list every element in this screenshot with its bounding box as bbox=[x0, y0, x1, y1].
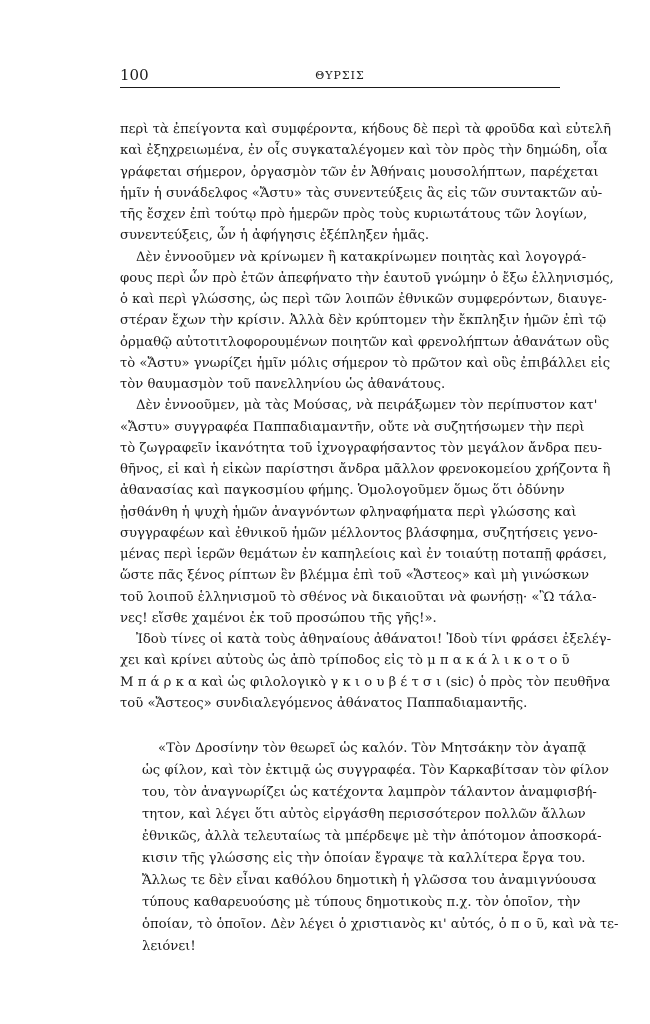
quote-line: «Τὸν Δροσίνην τὸν θεωρεῖ ὡς καλόν. Τὸν Μητσάκην τὸν ἀγαπᾷ bbox=[158, 741, 587, 756]
text-line: συνεντεύξεις, ὧν ἡ ἀφήγησις ἐξέπληξεν ἡμᾶς. bbox=[120, 228, 430, 244]
text-line: ὀρμαθῷ αὐτοτιτλοφορουμένων ποιητῶν καὶ φρενολήπτων ἀθανάτων οὓς bbox=[120, 334, 610, 350]
text-line: τοῦ «Ἄστεος» συνδιαλεγόμενος ἀθάνατος Παππαδιαμαντῆς. bbox=[120, 695, 528, 711]
text-line: φους περὶ ὧν πρὸ ἐτῶν ἀπεφήνατο τὴν ἑαυτοῦ γνώμην ὁ ἔξω ἑλληνισμός, bbox=[120, 270, 614, 286]
page-number: 100 bbox=[120, 66, 149, 84]
text-line: ἡμῖν ἡ συνάδελφος «Ἄστυ» τὰς συνεντεύξεις ἃς εἰς τῶν συντακτῶν αὐ- bbox=[120, 185, 603, 201]
text-line: ᾐσθάνθη ἡ ψυχὴ ἡμῶν ἀναγνόντων φληναφήματα περὶ γλώσσης καὶ bbox=[120, 504, 577, 520]
text-line: «Ἄστυ» συγγραφέα Παππαδιαμαντῆν, οὔτε νὰ συζητήσωμεν τὴν περὶ bbox=[120, 419, 585, 435]
text-line: Ἰδοὺ τίνες οἱ κατὰ τοὺς ἀθηναίους ἀθάνατοι! Ἰδοὺ τίνι φράσει ἐξελέγ- bbox=[136, 632, 612, 647]
quote-line: ὡς φίλον, καὶ τὸν ἐκτιμᾷ ὡς συγγραφέα. Τὸν Καρκαβίτσαν τὸν φίλον bbox=[142, 763, 609, 778]
text-line: ὁ καὶ περὶ γλώσσης, ὡς περὶ τῶν λοιπῶν ἐθνικῶν συμφερόντων, διαυγε- bbox=[120, 292, 607, 307]
text-line: Δὲν ἐννοοῦμεν νὰ κρίνωμεν ἢ κατακρίνωμεν ποιητὰς καὶ λογογρά- bbox=[136, 249, 587, 265]
block-quote bbox=[142, 738, 619, 958]
text-line: γράφεται σήμερον, ὀργασμὸν τῶν ἐν Ἀθήναις μουσολήπτων, παρέχεται bbox=[120, 164, 599, 180]
quote-line: του, τὸν ἀναγνωρίζει ὡς κατέχοντα λαμπρὸν τάλαντον ἀναμφισβή- bbox=[142, 785, 597, 800]
text-line: τὸ «Ἄστυ» γνωρίζει ἡμῖν μόλις σήμερον τὸ πρῶτον καὶ οὓς ἐπιβάλλει εἰς bbox=[120, 355, 611, 371]
text-line: περὶ τὰ ἐπείγοντα καὶ συμφέροντα, κήδους δὲ περὶ τὰ φροῦδα καὶ εὐτελῆ bbox=[120, 122, 612, 137]
quote-line: κισιν τῆς γλώσσης εἰς τὴν ὁποίαν ἔγραψε τὰ καλλίτερα ἔργα του. bbox=[142, 851, 586, 866]
running-title: ΘΥΡΣΙΣ bbox=[315, 69, 365, 82]
text-line: στέραν ἔχων τὴν κρίσιν. Ἀλλὰ δὲν κρύπτομεν τὴν ἔκπληξιν ἡμῶν ἐπὶ τῷ bbox=[120, 313, 607, 329]
text-line: τὸ ζωγραφεῖν ἱκανότητα τοῦ ἰχνογραφήσαντος τὸν μεγάλον ἄνδρα πευ- bbox=[120, 440, 602, 456]
text-line: καὶ ἐξηχρειωμένα, ἐν οἷς συγκαταλέγομεν καὶ τὸν πρὸς τὴν δημώδη, οἷα bbox=[120, 143, 608, 159]
quote-line: τητον, καὶ λέγει ὅτι αὐτὸς εἰργάσθη περισσότερον πολλῶν ἄλλων bbox=[142, 807, 586, 822]
quote-line: Ἄλλως τε δὲν εἶναι καθόλου δημοτικὴ ἡ γλῶσσα του ἀναμιγνύουσα bbox=[142, 873, 597, 888]
text-line: συγγραφέων καὶ ἐθνικοῦ ἡμῶν μέλλοντος βλάσφημα, συζητήσεις γενο- bbox=[120, 525, 598, 541]
quote-line: ὁποίαν, τὸ ὁποῖον. Δὲν λέγει ὁ χριστιανὸς κι' αὐτός, ὁ π ο ῦ, καὶ νὰ τε- bbox=[142, 917, 619, 932]
text-line: Δὲν ἐννοοῦμεν, μὰ τὰς Μούσας, νὰ πειράξωμεν τὸν περίπυστον κατ' bbox=[136, 398, 598, 414]
quote-line: ἐθνικῶς, ἀλλὰ τελευταίως τὰ μπέρδεψε μὲ τὴν ἀπότομον ἀποσκορά- bbox=[142, 829, 602, 844]
text-line: τοῦ λοιποῦ ἑλληνισμοῦ τὸ σθένος νὰ δικαιοῦται νὰ φωνήσῃ· «Ὢ τάλα- bbox=[120, 589, 597, 605]
header-rule bbox=[120, 87, 560, 88]
quote-line: τύπους καθαρευούσης μὲ τύπους δημοτικοὺς π.χ. τὸν ὁποῖον, τὴν bbox=[142, 895, 581, 910]
text-line: νες! εἴσθε χαμένοι ἐκ τοῦ προσώπου τῆς γῆς!». bbox=[120, 610, 437, 626]
text-line: θῆνος, εἰ καὶ ἡ εἰκὼν παρίστησι ἄνδρα μᾶλλον φρενοκομείου χρήζοντα ἢ bbox=[120, 462, 611, 477]
text-line: τῆς ἔσχεν ἐπὶ τούτῳ πρὸ ἡμερῶν πρὸς τοὺς κυριωτάτους τῶν λογίων, bbox=[120, 207, 588, 222]
text-line: ἀθανασίας καὶ παγκοσμίου φήμης. Ὁμολογοῦμεν ὅμως ὅτι ὀδύνην bbox=[120, 483, 565, 499]
page-header bbox=[120, 66, 560, 88]
text-line: ὥστε πᾶς ξένος ρίπτων ἓν βλέμμα ἐπὶ τοῦ «Ἄστεος» καὶ μὴ γινώσκων bbox=[120, 568, 590, 584]
text-line: χει καὶ κρίνει αὐτοὺς ὡς ἀπὸ τρίποδος εἰς τὸ μ π α κ ά λ ι κ ο τ ο ῦ bbox=[120, 653, 570, 669]
text-line: Μ π ά ρ κ α καὶ ὡς φιλολογικὸ γ κ ι ο υ β έ τ σ ι (sic) ὁ πρὸς τὸν πευθῆνα bbox=[120, 674, 611, 690]
body-text bbox=[120, 119, 614, 714]
text-line: τὸν θαυμασμὸν τοῦ πανελληνίου ὡς ἀθανάτους. bbox=[120, 377, 446, 392]
text-line: μένας περὶ ἱερῶν θεμάτων ἐν καπηλείοις καὶ ἐν τοιαύτῃ ποταπῇ φράσει, bbox=[120, 547, 607, 562]
quote-line: λειόνει! bbox=[142, 939, 196, 954]
